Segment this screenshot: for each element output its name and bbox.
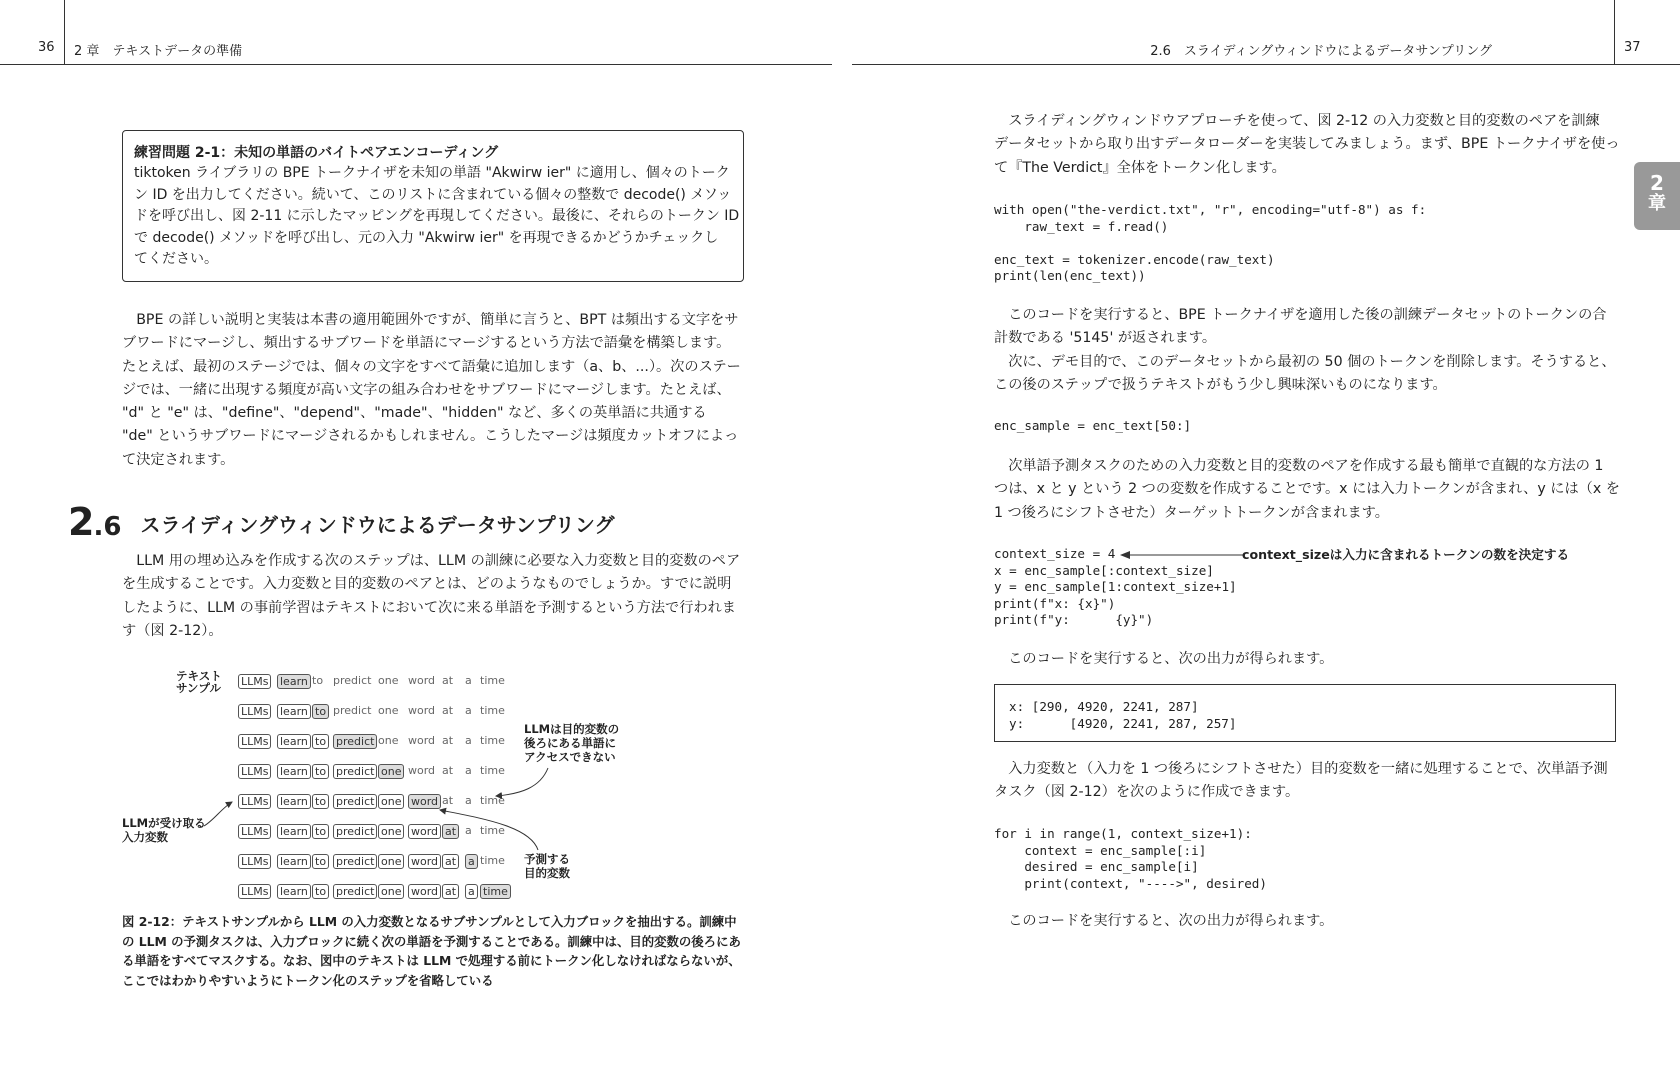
label-input-variable: LLMが受け取る 入力変数 [122, 816, 206, 844]
figure-token: LLMs [238, 764, 271, 779]
figure-token: at [442, 884, 459, 899]
section-line: す（図 2-12）。 [122, 622, 223, 639]
right-page-number: 37 [1624, 40, 1641, 55]
figure-token: at [442, 704, 454, 717]
figure-token: predict [333, 854, 377, 869]
figure-token: a [465, 824, 472, 837]
figure-token: to [312, 764, 329, 779]
figure-token: to [312, 824, 329, 839]
figure-token: learn [277, 884, 311, 899]
right-p3-line: 次単語予測タスクのための入力変数と目的変数のペアを作成する最も簡単で直観的な方法の 1 [994, 458, 1604, 474]
figure-token: learn [277, 674, 311, 689]
figure-token: a [465, 704, 472, 717]
left-page-number: 36 [38, 40, 55, 55]
figure-token: at [442, 854, 459, 869]
figure-token: at [442, 764, 454, 777]
figure-token: time [480, 674, 505, 687]
figure-token: time [480, 854, 505, 867]
figure-token: word [408, 704, 436, 717]
figure-token: learn [277, 764, 311, 779]
output-box-1 [994, 684, 1616, 742]
figure-token: to [312, 704, 329, 719]
exercise-line: ドを呼び出し、図 2-11 に示したマッピングを再現してください。最後に、それらのトークン ID [134, 208, 740, 225]
figure-token: at [442, 734, 454, 747]
right-p1-line: スライディングウィンドウアプローチを使って、図 2-12 の入力変数と目的変数のペアを訓練 [994, 113, 1600, 129]
figure-token: predict [333, 734, 377, 749]
bpe-line: たとえば、最初のステージでは、個々の文字をすべて語彙に追加します（a、b、...）。次のステー [122, 358, 741, 375]
code-block-3: context_size = 4 x = enc_sample[:context_size] y = enc_sample[1:context_size+1] print(f"x: {x}") print(f"y: {y}") [994, 546, 1237, 627]
figure-token: to [312, 794, 329, 809]
right-p1-line: データセットから取り出すデータローダーを実装してみましょう。まず、BPE トークナイザを使っ [994, 136, 1620, 153]
section-number-major: 2 [68, 500, 94, 544]
label-text-sample: テキスト サンプル [176, 669, 222, 695]
section-line: を生成することです。入力変数と目的変数のペアとは、どのようなものでしょうか。すでに説明 [122, 576, 732, 593]
section-number-minor: .6 [93, 512, 122, 542]
figure-token: learn [277, 854, 311, 869]
figure-token: word [408, 794, 441, 809]
caption-line: ここではわかりやすいようにトークン化のステップを省略している [122, 972, 494, 988]
section-line: したように、LLM の事前学習はテキストにおいて次に来る単語を予測するという方法で行われま [122, 599, 736, 616]
figure-token: time [480, 824, 505, 837]
label-cannot-access: LLMは目的変数の 後ろにある単語に アクセスできない [524, 722, 620, 764]
figure-token: a [465, 794, 472, 807]
figure-token: a [465, 764, 472, 777]
bpe-line: ジでは、一緒に出現する頻度が高い文字の組み合わせをサブワードにマージします。たとえば、 [122, 381, 731, 398]
figure-token: predict [333, 674, 372, 687]
right-paragraph-3 [994, 455, 1620, 525]
figure-token: at [442, 674, 454, 687]
arrow-cannot-access [496, 768, 548, 796]
exercise-line: ン ID を出力してください。続いて、このリストに含まれている個々の整数で decode() メソッ [134, 186, 732, 203]
chapter-tab: 2 章 [1634, 162, 1680, 230]
caption-line: 図 2-12：テキストサンプルから LLM の入力変数となるサブサンプルとして入力ブロックを抽出する。訓練中 [122, 914, 737, 929]
figure-token: LLMs [238, 704, 271, 719]
figure-token: learn [277, 794, 311, 809]
right-p1-line: て『The Verdict』全体をトークン化します。 [994, 159, 1286, 176]
figure-token: one [378, 734, 399, 747]
figure-token: learn [277, 734, 311, 749]
figure-token: LLMs [238, 734, 271, 749]
figure-token: to [312, 854, 329, 869]
code-block-1: with open("the-verdict.txt", "r", encoding="utf-8") as f: raw_text = f.read() enc_text = tokenizer.encode(raw_text) print(len(enc_text)) [994, 202, 1427, 283]
right-paragraph-1 [994, 110, 1620, 180]
output-text-1: x: [290, 4920, 2241, 287] y: [4920, 2241, 287, 257] [1009, 699, 1237, 731]
figure-token: one [378, 824, 404, 839]
figure-token: time [480, 734, 505, 747]
figure-token: word [408, 764, 436, 777]
figure-token: LLMs [238, 824, 271, 839]
bpe-line: ブワードにマージし、頻出するサブワードを単語にマージするという方法で語彙を構築します。 [122, 335, 731, 352]
figure-token: one [378, 854, 404, 869]
bpe-line: て決定されます。 [122, 451, 235, 468]
bpe-line: BPE の詳しい説明と実装は本書の適用範囲外ですが、簡単に言うと、BPT は頻出する文字をサ [122, 312, 739, 328]
code-block-2: enc_sample = enc_text[50:] [994, 418, 1192, 433]
section-line: LLM 用の埋め込みを作成する次のステップは、LLM の訓練に必要な入力変数と目的変数のペア [122, 553, 741, 569]
arrow-input [204, 802, 232, 826]
bpe-line: "de" というサブワードにマージされるかもしれません。こうしたマージは頻度カットオフによっ [122, 428, 739, 445]
right-header-rule [852, 64, 1680, 65]
figure-token: one [378, 674, 399, 687]
right-p3-line: つは、x と y という 2 つの変数を作成することです。x には入力トークンが含まれ、y には（x を [994, 481, 1620, 498]
figure-token: time [480, 884, 511, 899]
figure-token: predict [333, 764, 377, 779]
figure-token: to [312, 884, 329, 899]
figure-arrows [0, 0, 760, 1000]
figure-token: at [442, 824, 459, 839]
right-section-header: 2.6 スライディングウィンドウによるデータサンプリング [1150, 44, 1492, 59]
figure-token: one [378, 794, 404, 809]
exercise-line: で decode() メソッドを呼び出し、元の入力 "Akwirw ier" を再現できるかどうかチェックし [134, 229, 719, 246]
code-block-4: for i in range(1, context_size+1): context = enc_sample[:i] desired = enc_sample[i] print(context, "---->", desired) [994, 826, 1267, 891]
figure-token: one [378, 764, 404, 779]
exercise-line: てください。 [134, 251, 218, 268]
right-p2-line: 計数である '5145' が返されます。 [994, 330, 1217, 347]
figure-token: to [312, 674, 324, 687]
figure-token: word [408, 824, 441, 839]
arrow-target [440, 810, 538, 850]
figure-caption [122, 912, 744, 990]
right-p3-line: 1 つ後ろにシフトさせた）ターゲットトークンが含まれます。 [994, 504, 1389, 521]
figure-token: LLMs [238, 854, 271, 869]
figure-token: LLMs [238, 674, 271, 689]
figure-token: word [408, 854, 441, 869]
bpe-line: "d" と "e" は、"define"、"depend"、"made"、"hidden" など、多くの英単語に共通する [122, 405, 707, 422]
figure-token: to [312, 734, 329, 749]
figure-token: time [480, 704, 505, 717]
right-p2-line: 次に、デモ目的で、このデータセットから最初の 50 個のトークンを削除します。そうすると、 [994, 353, 1616, 370]
right-p5-line: タスク（図 2-12）を次のように作成できます。 [994, 784, 1300, 801]
figure-token: predict [333, 794, 377, 809]
figure-token: LLMs [238, 884, 271, 899]
right-paragraph-2 [994, 304, 1616, 397]
caption-line: の LLM の予測タスクは、入力ブロックに続く次の単語を予測することである。訓練中は、目的変数の後ろにあ [122, 933, 741, 949]
exercise-line: tiktoken ライブラリの BPE トークナイザを未知の単語 "Akwirw ier" に適用し、個々のトーク [134, 165, 730, 181]
figure-token: time [480, 794, 505, 807]
right-paragraph-4: このコードを実行すると、次の出力が得られます。 [994, 651, 1334, 667]
section-title: スライディングウィンドウによるデータサンプリング [140, 513, 615, 537]
right-paragraph-6: このコードを実行すると、次の出力が得られます。 [994, 913, 1334, 929]
left-chapter-header: 2 章 テキストデータの準備 [74, 44, 243, 59]
figure-token: one [378, 704, 399, 717]
annotation-arrow [1120, 546, 1250, 566]
context-size-annotation: context_sizeは入力に含まれるトークンの数を決定する [1242, 547, 1570, 562]
figure-token: LLMs [238, 794, 271, 809]
figure-token: word [408, 734, 436, 747]
figure-token: predict [333, 884, 377, 899]
figure-token: a [465, 674, 472, 687]
right-p2-line: このコードを実行すると、BPE トークナイザを適用した後の訓練データセットのトークンの合 [994, 307, 1607, 323]
figure-token: word [408, 884, 441, 899]
figure-token: learn [277, 704, 311, 719]
figure-token: at [442, 794, 454, 807]
right-p2-line: この後のステップで扱うテキストがもう少し興味深いものになります。 [994, 376, 1447, 393]
right-paragraph-5 [994, 758, 1616, 805]
figure-token: predict [333, 824, 377, 839]
figure-token: time [480, 764, 505, 777]
caption-line: る単語をすべてマスクする。なお、図中のテキストは LLM で処理する前にトークン化しなければならないが、 [122, 953, 741, 968]
figure-token: a [465, 884, 478, 899]
figure-token: one [378, 884, 404, 899]
figure-token: word [408, 674, 436, 687]
figure-token: a [465, 854, 478, 869]
figure-token: predict [333, 704, 372, 717]
figure-token: learn [277, 824, 311, 839]
figure-token: a [465, 734, 472, 747]
label-target-variable: 予測する 目的変数 [524, 852, 570, 880]
right-p5-line: 入力変数と（入力を 1 つ後ろにシフトさせた）目的変数を一緒に処理することで、次単語予測 [994, 761, 1608, 777]
exercise-title: 練習問題 2-1：未知の単語のバイトペアエンコーディング [134, 145, 499, 161]
